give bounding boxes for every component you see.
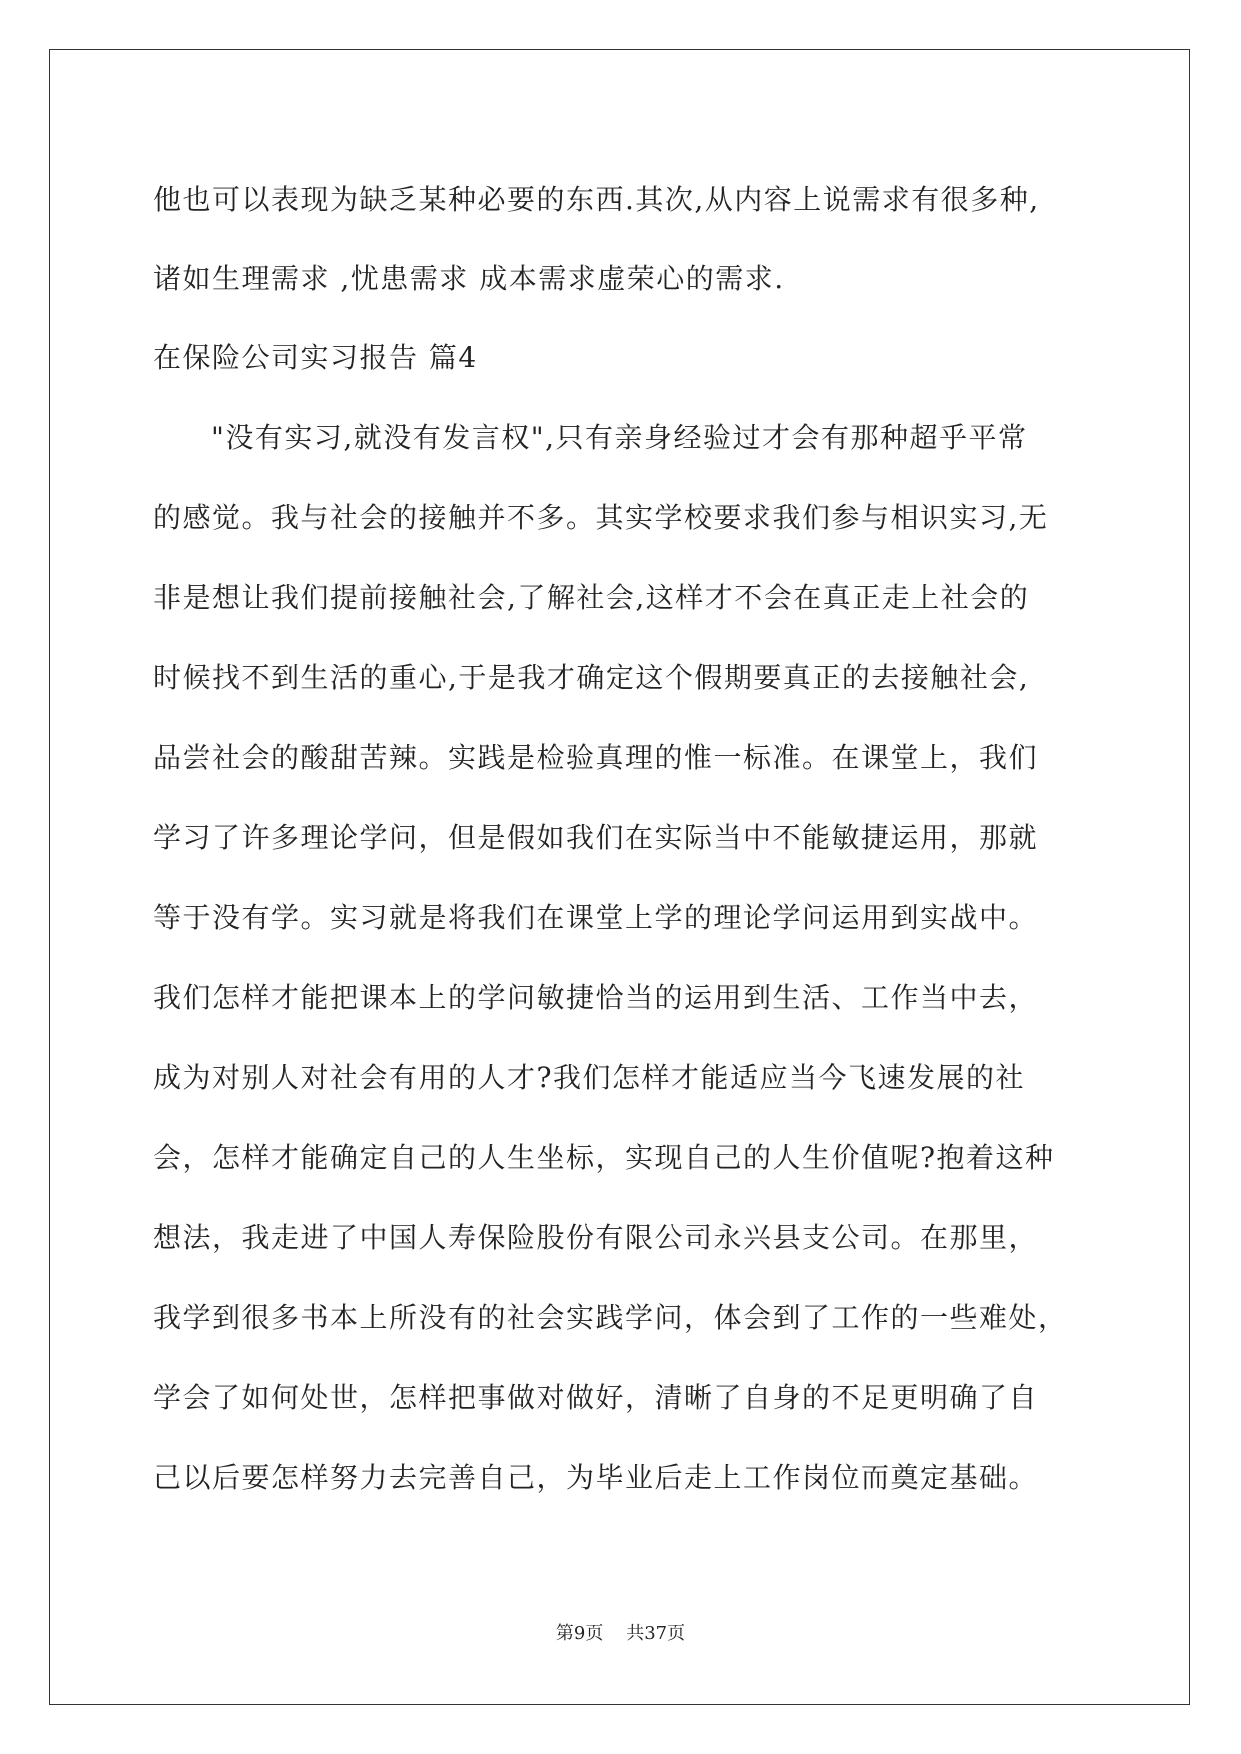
text-line-2: 诸如生理需求 ,忧患需求 成本需求虚荣心的需求. bbox=[153, 262, 785, 295]
text-line-13: 会，怎样才能确定自己的人生坐标，实现自己的人生价值呢?抱着这种 bbox=[153, 1141, 1055, 1174]
page-footer bbox=[0, 1622, 1241, 1646]
paragraph-start: "没有实习,就没有发言权",只有亲身经验过才会有那种超乎平常 bbox=[211, 421, 1028, 454]
text-line-15: 我学到很多书本上所没有的社会实践学问，体会到了工作的一些难处， bbox=[153, 1301, 1068, 1334]
text-line-1: 他也可以表现为缺乏某种必要的东西.其次,从内容上说需求有很多种, bbox=[153, 183, 1040, 216]
text-line-12: 成为对别人对社会有用的人才?我们怎样才能适应当今飞速发展的社 bbox=[153, 1061, 1026, 1094]
text-line-5: 的感觉。我与社会的接触并不多。其实学校要求我们参与相识实习,无 bbox=[153, 501, 1049, 534]
text-line-11: 我们怎样才能把课本上的学问敏捷恰当的运用到生活、工作当中去， bbox=[153, 981, 1039, 1014]
text-line-17: 己以后要怎样努力去完善自己，为毕业后走上工作岗位而奠定基础。 bbox=[153, 1461, 1039, 1494]
text-line-7: 时候找不到生活的重心,于是我才确定这个假期要真正的去接触社会, bbox=[153, 661, 1030, 694]
section-heading: 在保险公司实习报告 篇4 bbox=[153, 341, 478, 374]
text-line-8: 品尝社会的酸甜苦辣。实践是检验真理的惟一标准。在课堂上，我们 bbox=[153, 741, 1039, 774]
current-page-number: 第9页 bbox=[555, 1623, 604, 1644]
text-line-16: 学会了如何处世，怎样把事做对做好，清晰了自身的不足更明确了自 bbox=[153, 1381, 1039, 1414]
text-line-6: 非是想让我们提前接触社会,了解社会,这样才不会在真正走上社会的 bbox=[153, 581, 1030, 614]
total-page-count: 共37页 bbox=[626, 1623, 686, 1644]
text-line-14: 想法，我走进了中国人寿保险股份有限公司永兴县支公司。在那里， bbox=[153, 1221, 1039, 1254]
text-line-10: 等于没有学。实习就是将我们在课堂上学的理论学问运用到实战中。 bbox=[153, 901, 1039, 934]
text-line-9: 学习了许多理论学问，但是假如我们在实际当中不能敏捷运用，那就 bbox=[153, 821, 1039, 854]
